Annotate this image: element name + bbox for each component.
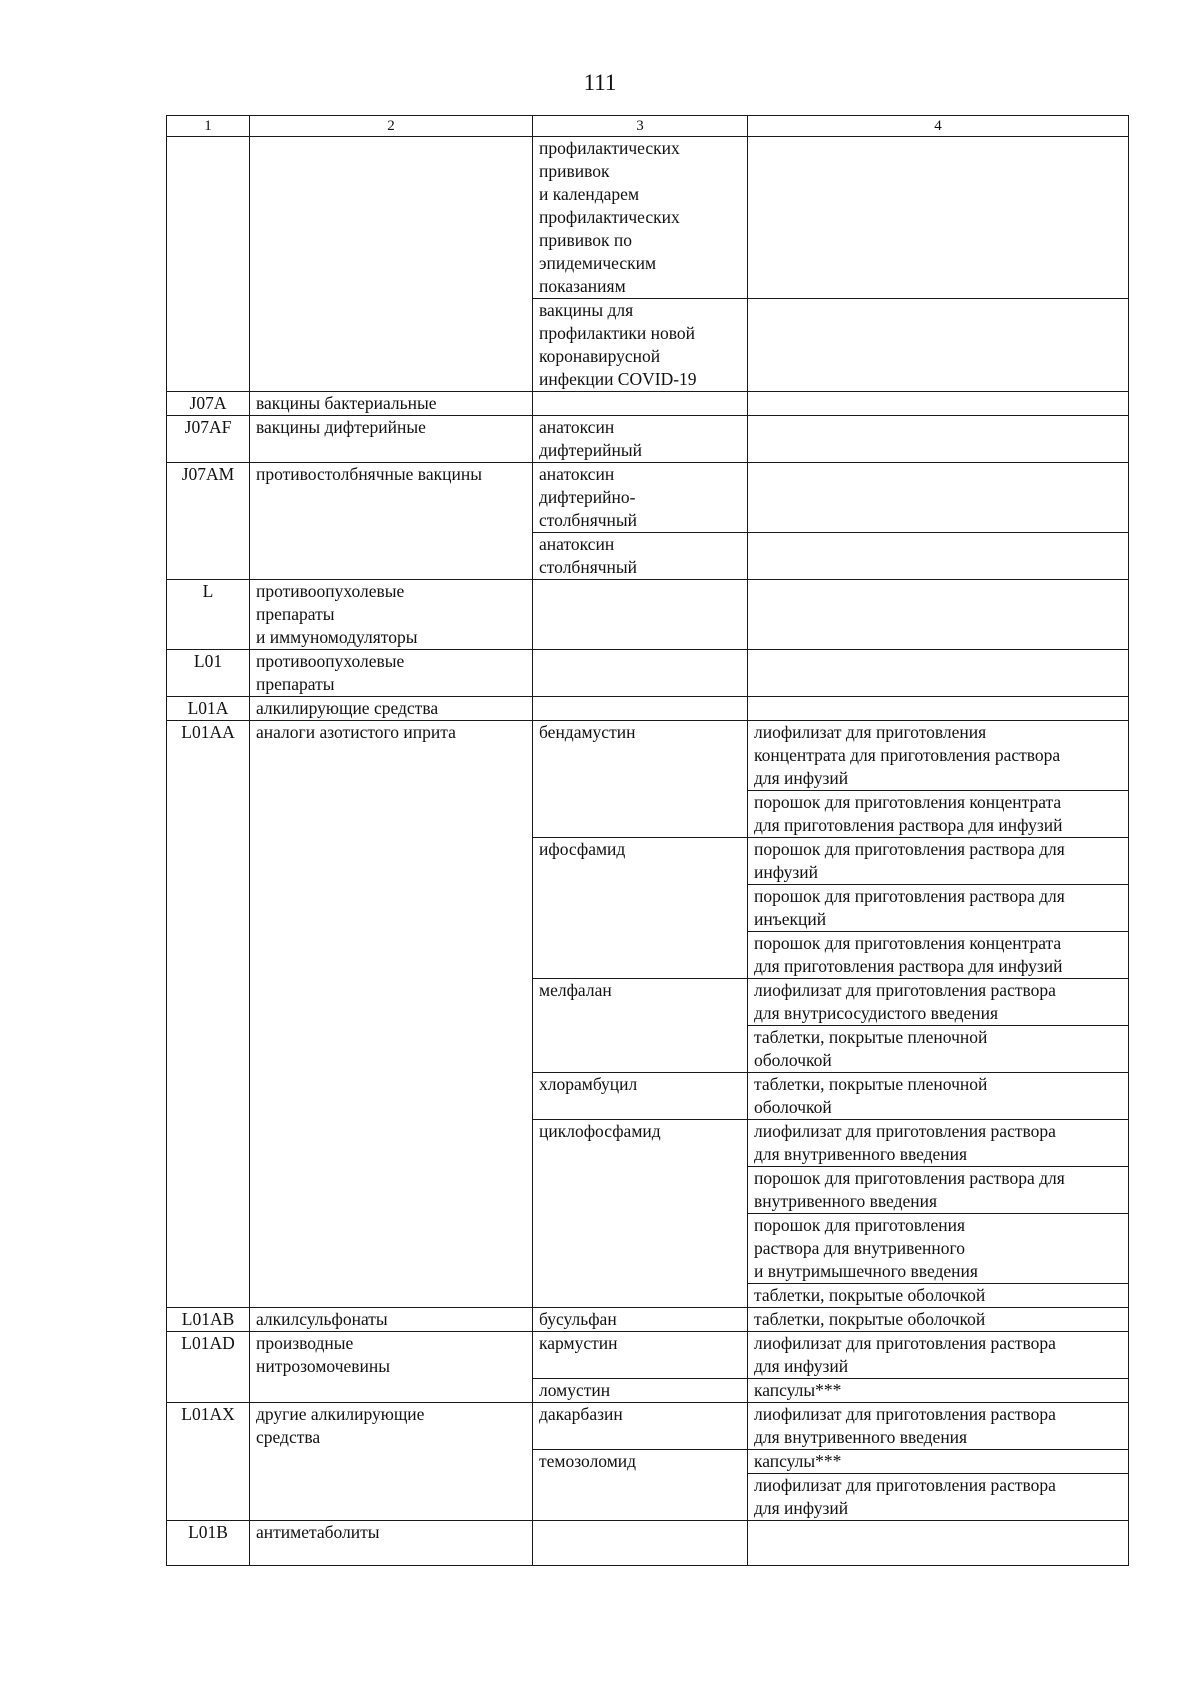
form-cell bbox=[748, 416, 1129, 463]
col-header-4: 4 bbox=[748, 116, 1129, 137]
form-cell bbox=[748, 838, 1129, 885]
drug-cell: темозоломид bbox=[533, 1450, 748, 1521]
table-row bbox=[167, 650, 1129, 697]
drug-cell bbox=[533, 463, 748, 533]
form-cell bbox=[748, 392, 1129, 416]
drug-line: показаниям bbox=[539, 276, 626, 296]
form-cell bbox=[748, 1450, 1129, 1474]
group-line: противоопухолевые bbox=[256, 651, 405, 671]
spacer bbox=[169, 1544, 247, 1565]
group-line: препараты bbox=[256, 674, 335, 694]
drug-cell bbox=[533, 533, 748, 580]
code-cell bbox=[167, 137, 250, 392]
drug-line: анатоксин bbox=[539, 464, 615, 484]
table-row bbox=[167, 580, 1129, 650]
group-line: и иммуномодуляторы bbox=[256, 627, 418, 647]
drug-line: столбнячный bbox=[539, 510, 638, 530]
form-cell bbox=[748, 650, 1129, 697]
drug-line: анатоксин bbox=[539, 534, 615, 554]
form-line: капсулы*** bbox=[754, 1451, 842, 1471]
form-cell: таблетки, покрытые оболочкой bbox=[748, 1308, 1129, 1332]
form-line: для приготовления раствора для инфузий bbox=[754, 815, 1063, 835]
group-cell bbox=[250, 650, 533, 697]
drug-line: и календарем bbox=[539, 184, 640, 204]
form-cell bbox=[748, 1521, 1129, 1566]
group-line: производные bbox=[256, 1333, 354, 1353]
form-line: для внутривенного введения bbox=[754, 1427, 968, 1447]
group-cell: алкилсульфонаты bbox=[250, 1308, 533, 1332]
drug-line: анатоксин bbox=[539, 417, 615, 437]
form-line: внутривенного введения bbox=[754, 1191, 938, 1211]
form-line: для инфузий bbox=[754, 1356, 849, 1376]
form-cell bbox=[748, 1284, 1129, 1308]
group-cell: вакцины дифтерийные bbox=[250, 416, 533, 463]
form-cell bbox=[748, 1120, 1129, 1167]
table-row bbox=[167, 137, 1129, 299]
form-line: порошок для приготовления bbox=[754, 1215, 965, 1235]
group-cell: аналоги азотистого иприта bbox=[250, 721, 533, 1308]
form-line: инфузий bbox=[754, 862, 819, 882]
group-line: препараты bbox=[256, 604, 335, 624]
form-line: для внутривенного введения bbox=[754, 1144, 968, 1164]
form-cell bbox=[748, 791, 1129, 838]
group-cell bbox=[250, 1332, 533, 1403]
drug-cell: кармустин bbox=[533, 1332, 748, 1379]
page-number: 111 bbox=[583, 70, 617, 95]
group-cell bbox=[250, 1403, 533, 1521]
group-line: противоопухолевые bbox=[256, 581, 405, 601]
drug-cell: циклофосфамид bbox=[533, 1120, 748, 1308]
col-header-2: 2 bbox=[250, 116, 533, 137]
form-line: раствора для внутривенного bbox=[754, 1238, 966, 1258]
form-line: оболочкой bbox=[754, 1050, 832, 1070]
drug-cell bbox=[533, 392, 748, 416]
drug-line: прививок bbox=[539, 161, 610, 181]
form-line: оболочкой bbox=[754, 1097, 832, 1117]
drug-cell: бендамустин bbox=[533, 721, 748, 838]
form-cell bbox=[748, 932, 1129, 979]
form-cell bbox=[748, 721, 1129, 791]
code-cell: L01AA bbox=[167, 721, 250, 1308]
form-line: лиофилизат для приготовления раствора bbox=[754, 1475, 1056, 1495]
form-line: для внутрисосудистого введения bbox=[754, 1003, 999, 1023]
form-cell bbox=[748, 1026, 1129, 1073]
drug-cell bbox=[533, 416, 748, 463]
table-row bbox=[167, 416, 1129, 463]
code-cell: J07AF bbox=[167, 416, 250, 463]
table-row bbox=[167, 697, 1129, 721]
drug-cell: ломустин bbox=[533, 1379, 748, 1403]
form-cell bbox=[748, 463, 1129, 533]
table-row bbox=[167, 1308, 1129, 1332]
form-line: порошок для приготовления раствора для bbox=[754, 886, 1065, 906]
drug-line: эпидемическим bbox=[539, 253, 657, 273]
form-cell bbox=[748, 1474, 1129, 1521]
code-cell: L01A bbox=[167, 697, 250, 721]
form-cell bbox=[748, 580, 1129, 650]
code-cell: L01AD bbox=[167, 1332, 250, 1403]
form-cell bbox=[748, 1403, 1129, 1450]
form-line: порошок для приготовления концентрата bbox=[754, 933, 1062, 953]
drug-cell: хлорамбуцил bbox=[533, 1073, 748, 1120]
drug-line: профилактических bbox=[539, 138, 680, 158]
form-cell: капсулы*** bbox=[748, 1379, 1129, 1403]
form-line: концентрата для приготовления раствора bbox=[754, 745, 1061, 765]
col-header-1: 1 bbox=[167, 116, 250, 137]
code-cell: J07A bbox=[167, 392, 250, 416]
drug-cell: мелфалан bbox=[533, 979, 748, 1073]
table-row bbox=[167, 392, 1129, 416]
form-cell bbox=[748, 533, 1129, 580]
code-cell bbox=[167, 1521, 250, 1566]
group-cell: вакцины бактериальные bbox=[250, 392, 533, 416]
form-line: и внутримышечного введения bbox=[754, 1261, 978, 1281]
form-line: таблетки, покрытые пленочной bbox=[754, 1074, 988, 1094]
group-line: другие алкилирующие bbox=[256, 1404, 425, 1424]
form-cell bbox=[748, 137, 1129, 299]
group-line: нитрозомочевины bbox=[256, 1356, 391, 1376]
drug-line: коронавирусной bbox=[539, 346, 661, 366]
form-line: для инфузий bbox=[754, 1498, 849, 1518]
form-line: инъекций bbox=[754, 909, 827, 929]
drug-line: прививок по bbox=[539, 230, 632, 250]
form-line: лиофилизат для приготовления раствора bbox=[754, 1404, 1056, 1424]
table-row bbox=[167, 721, 1129, 791]
drug-cell bbox=[533, 697, 748, 721]
group-cell: противостолбнячные вакцины bbox=[250, 463, 533, 580]
form-line: для приготовления раствора для инфузий bbox=[754, 956, 1063, 976]
form-line: таблетки, покрытые пленочной bbox=[754, 1027, 988, 1047]
drug-line: профилактических bbox=[539, 207, 680, 227]
form-line: порошок для приготовления концентрата bbox=[754, 792, 1062, 812]
col-header-3: 3 bbox=[533, 116, 748, 137]
form-line: порошок для приготовления раствора для bbox=[754, 1168, 1065, 1188]
form-line: лиофилизат для приготовления раствора bbox=[754, 1121, 1056, 1141]
drug-line: столбнячный bbox=[539, 557, 638, 577]
header-row bbox=[167, 116, 1129, 137]
group-cell: алкилирующие средства bbox=[250, 697, 533, 721]
drug-line: вакцины для bbox=[539, 300, 634, 320]
drug-cell bbox=[533, 299, 748, 392]
drug-line: инфекции COVID-19 bbox=[539, 369, 697, 389]
form-line: для инфузий bbox=[754, 768, 849, 788]
drug-cell: ифосфамид bbox=[533, 838, 748, 979]
code-cell: L01AB bbox=[167, 1308, 250, 1332]
group-cell bbox=[250, 137, 533, 392]
table-row bbox=[167, 1332, 1129, 1379]
code-cell: L01AX bbox=[167, 1403, 250, 1521]
form-cell bbox=[748, 1214, 1129, 1284]
drug-cell: бусульфан bbox=[533, 1308, 748, 1332]
drug-table bbox=[166, 115, 1129, 1566]
group-cell: антиметаболиты bbox=[250, 1521, 533, 1566]
form-cell bbox=[748, 697, 1129, 721]
group-line: средства bbox=[256, 1427, 321, 1447]
drug-line: профилактики новой bbox=[539, 323, 695, 343]
form-cell bbox=[748, 299, 1129, 392]
drug-cell bbox=[533, 650, 748, 697]
table-row bbox=[167, 1521, 1129, 1566]
form-line: таблетки, покрытые оболочкой bbox=[754, 1285, 986, 1305]
drug-line: дифтерийно- bbox=[539, 487, 636, 507]
form-cell bbox=[748, 979, 1129, 1026]
drug-cell bbox=[533, 137, 748, 299]
form-line: лиофилизат для приготовления раствора bbox=[754, 980, 1056, 1000]
form-cell bbox=[748, 1073, 1129, 1120]
form-line: лиофилизат для приготовления раствора bbox=[754, 1333, 1056, 1353]
drug-cell: дакарбазин bbox=[533, 1403, 748, 1450]
code-cell: L01 bbox=[167, 650, 250, 697]
drug-cell bbox=[533, 1521, 748, 1566]
form-cell bbox=[748, 1167, 1129, 1214]
form-line: лиофилизат для приготовления bbox=[754, 722, 987, 742]
form-cell bbox=[748, 1332, 1129, 1379]
table-row bbox=[167, 1403, 1129, 1450]
drug-cell bbox=[533, 580, 748, 650]
code-line: L01B bbox=[188, 1522, 228, 1542]
group-cell bbox=[250, 580, 533, 650]
form-line: порошок для приготовления раствора для bbox=[754, 839, 1065, 859]
code-cell: J07AM bbox=[167, 463, 250, 580]
table-row bbox=[167, 463, 1129, 533]
form-cell bbox=[748, 885, 1129, 932]
code-cell: L bbox=[167, 580, 250, 650]
drug-line: дифтерийный bbox=[539, 440, 642, 460]
